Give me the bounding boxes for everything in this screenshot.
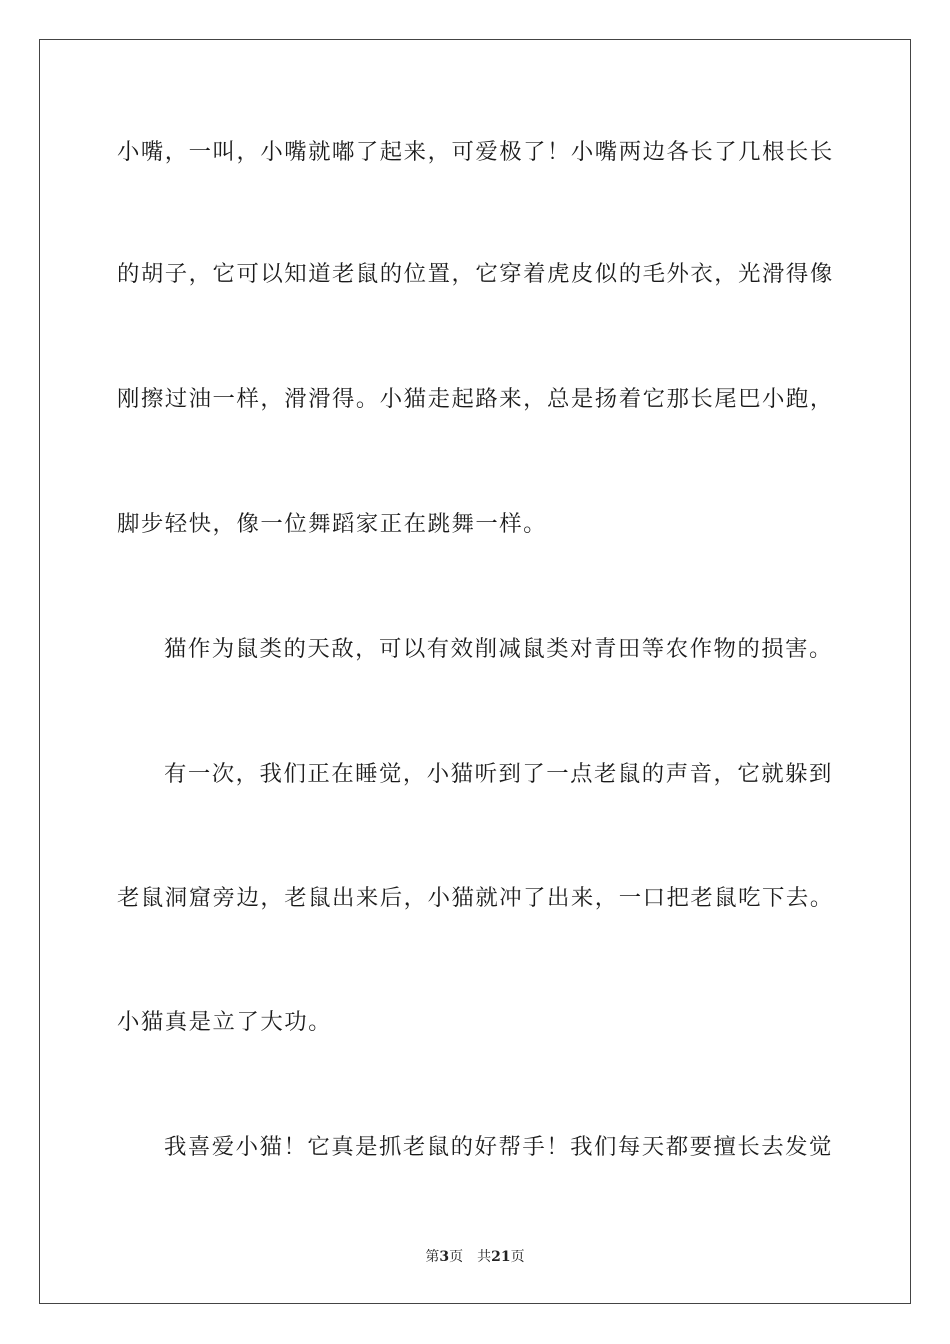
paragraph-line-5: 猫作为鼠类的天敌，可以有效削减鼠类对青田等农作物的损害。 [164, 636, 833, 662]
text-line-8: 小猫真是立了大功。 [117, 1009, 333, 1035]
text-line-3: 刚擦过油一样，滑滑得。小猫走起路来，总是扬着它那长尾巴小跑， [117, 386, 834, 412]
paragraph-line-6: 有一次，我们正在睡觉，小猫听到了一点老鼠的声音，它就躲到 [164, 761, 833, 787]
text-line-4: 脚步轻快，像一位舞蹈家正在跳舞一样。 [117, 511, 548, 537]
total-prefix: 共 [477, 1249, 492, 1265]
page-current: 3 [439, 1249, 450, 1265]
page-footer [0, 1248, 950, 1266]
page-suffix: 页 [449, 1249, 464, 1265]
page-total: 21 [491, 1249, 511, 1265]
page-prefix: 第 [425, 1249, 440, 1265]
page-frame [39, 39, 911, 1304]
paragraph-line-9: 我喜爱小猫！它真是抓老鼠的好帮手！我们每天都要擅长去发觉 [164, 1134, 833, 1160]
text-line-7: 老鼠洞窟旁边，老鼠出来后，小猫就冲了出来，一口把老鼠吃下去。 [117, 885, 834, 911]
text-line-1: 小嘴，一叫，小嘴就嘟了起来，可爱极了！小嘴两边各长了几根长长 [117, 139, 834, 165]
total-suffix: 页 [510, 1249, 525, 1265]
text-line-2: 的胡子，它可以知道老鼠的位置，它穿着虎皮似的毛外衣，光滑得像 [117, 261, 834, 287]
